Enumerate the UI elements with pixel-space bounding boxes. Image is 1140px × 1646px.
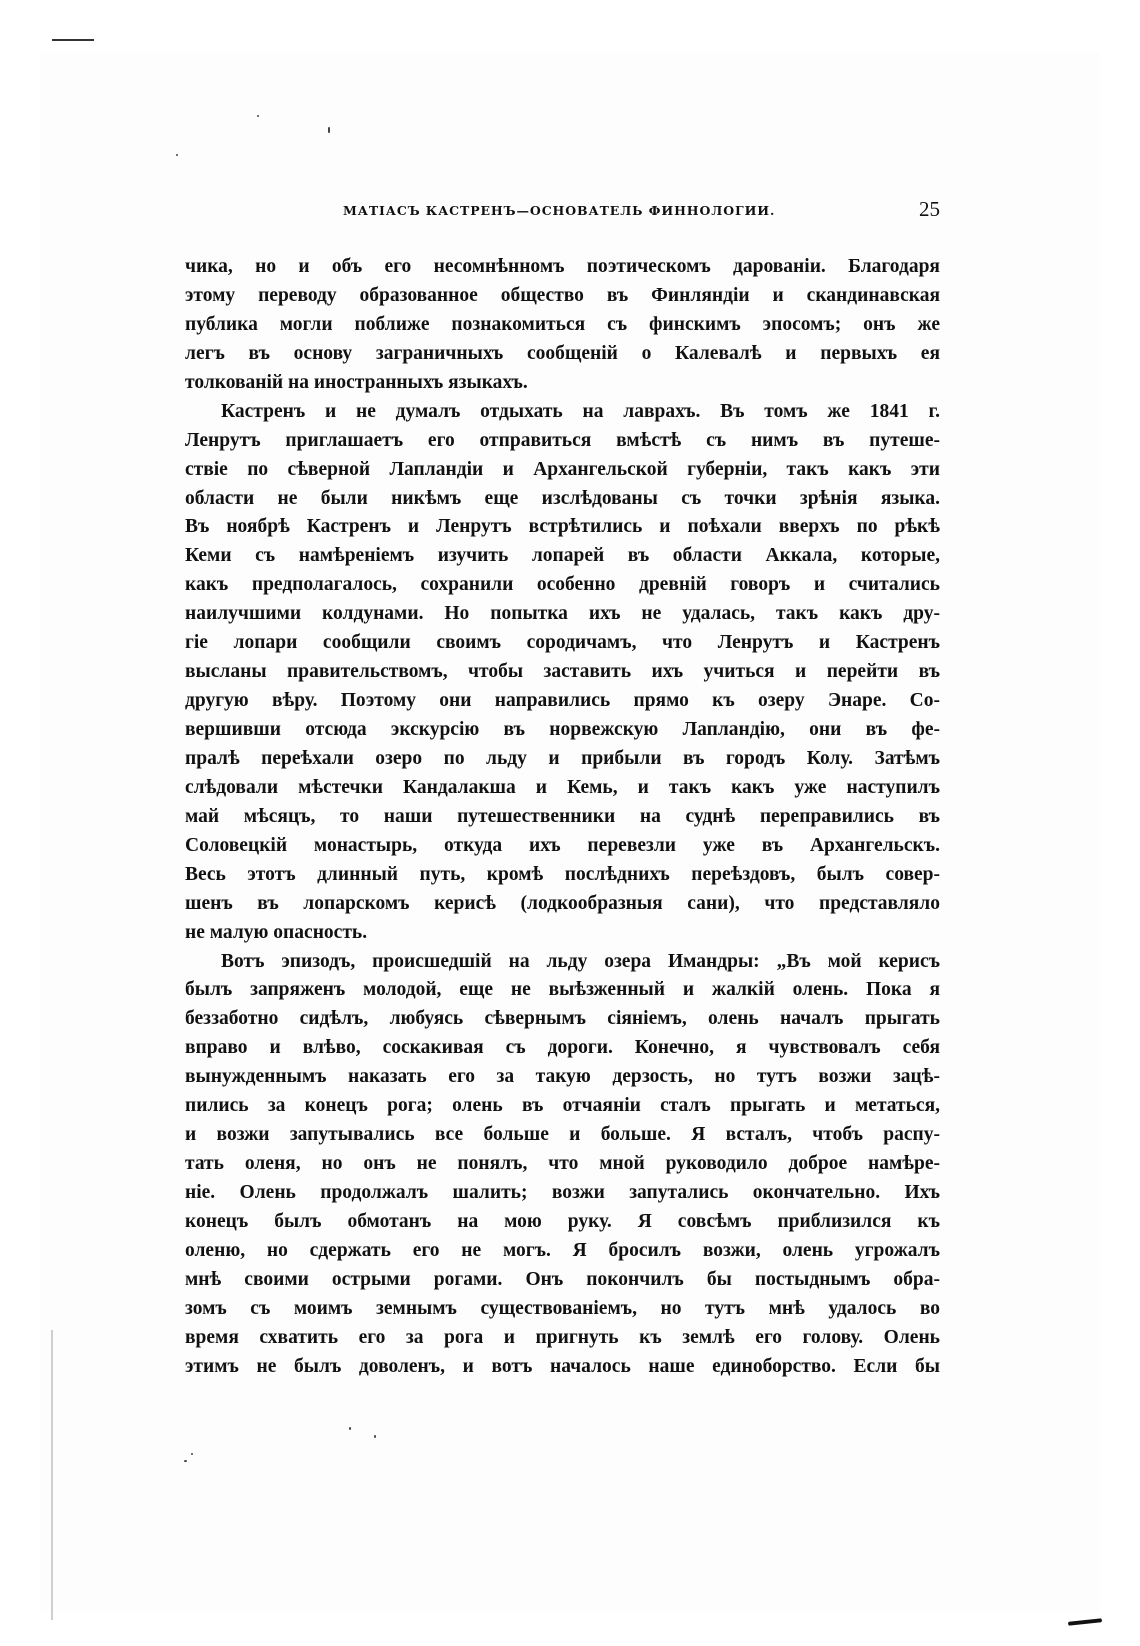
text-line: май мѣсяцъ, то наши путешественники на суднѣ переправились въ bbox=[185, 805, 940, 827]
scan-speck bbox=[349, 1427, 351, 1430]
text-line: этому переводу образованное общество въ Финляндіи и скандинавская bbox=[185, 284, 940, 306]
text-line: чика, но и объ его несомнѣнномъ поэтическомъ дарованіи. Благодаря bbox=[185, 256, 940, 277]
text-line: гіе лопари сообщили своимъ сородичамъ, что Ленрутъ и Кастренъ bbox=[185, 632, 940, 654]
running-head bbox=[185, 199, 940, 225]
scan-speck bbox=[184, 1460, 187, 1462]
text-line: Весь этотъ длинный путь, кромѣ послѣднихъ переѣздовъ, былъ совер- bbox=[185, 863, 940, 885]
running-title: МАТІАСЪ КАСТРЕНЪ—ОСНОВАТЕЛЬ ФИННОЛОГИИ. bbox=[343, 203, 776, 218]
text-line: шенъ въ лопарскомъ керисѣ (лодкообразныя сани), что представляло bbox=[185, 892, 940, 914]
text-line: Кастренъ и не думалъ отдыхать на лаврахъ. Въ томъ же 1841 г. bbox=[221, 400, 940, 422]
text-line: вынужденнымъ наказать его за такую дерзость, но тутъ возжи зацѣ- bbox=[185, 1066, 940, 1088]
text-line: какъ предполагалось, сохранили особенно древній говоръ и считались bbox=[185, 574, 940, 596]
text-line: вершивши отсюда экскурсію въ норвежскую Лапландію, они въ фе- bbox=[185, 719, 940, 740]
text-line: толкованій на иностранныхъ языкахъ. bbox=[185, 371, 528, 393]
text-line: ствіе по сѣверной Лапландіи и Архангельской губерніи, такъ какъ эти bbox=[185, 458, 940, 480]
text-line: былъ запряженъ молодой, еще не выѣзженный и жалкій олень. Пока я bbox=[185, 979, 940, 1001]
text-line: наилучшими колдунами. Но попытка ихъ не удалась, такъ какъ дру- bbox=[185, 603, 940, 625]
text-line: Кеми съ намѣреніемъ изучить лопарей въ области Аккала, которые, bbox=[185, 545, 940, 567]
text-line: оленю, но сдержать его не могъ. Я бросилъ возжи, олень угрожалъ bbox=[185, 1239, 940, 1261]
text-line: не малую опасность. bbox=[185, 921, 368, 943]
text-line: другую вѣру. Поэтому они направились прямо къ озеру Энаре. Со- bbox=[185, 690, 940, 712]
scan-speck bbox=[176, 154, 178, 156]
text-line: слѣдовали мѣстечки Кандалакша и Кемь, и такъ какъ уже наступилъ bbox=[185, 776, 940, 798]
text-line: зомъ съ моимъ земнымъ существованіемъ, но тутъ мнѣ удалось во bbox=[185, 1297, 940, 1319]
text-line: конецъ былъ обмотанъ на мою руку. Я совсѣмъ приблизился къ bbox=[185, 1210, 940, 1232]
text-line: легъ въ основу заграничныхъ сообщеній о Калевалѣ и первыхъ ея bbox=[185, 342, 940, 364]
scan-speck bbox=[328, 127, 330, 133]
text-line: пралѣ переѣхали озеро по льду и прибыли въ городъ Колу. Затѣмъ bbox=[185, 747, 940, 769]
text-line: Соловецкій монастырь, откуда ихъ перевезли уже въ Архангельскъ. bbox=[185, 834, 940, 856]
text-line: области не были никѣмъ еще изслѣдованы съ точки зрѣнія языка. bbox=[185, 487, 940, 509]
body-text bbox=[185, 253, 940, 1382]
text-line: вправо и влѣво, соскакивая съ дороги. Конечно, я чувствовалъ себя bbox=[185, 1037, 940, 1059]
scan-speck bbox=[257, 115, 259, 117]
text-line: время схватить его за рога и пригнуть къ землѣ его голову. Олень bbox=[185, 1326, 940, 1348]
page-number: 25 bbox=[919, 197, 940, 221]
scan-corner-mark bbox=[1068, 1618, 1102, 1626]
text-line: и возжи запутывались все больше и больше. Я всталъ, чтобъ распу- bbox=[185, 1124, 940, 1146]
text-line: высланы правительствомъ, чтобы заставить ихъ учиться и перейти въ bbox=[185, 661, 940, 683]
text-line: публика могли поближе познакомиться съ финскимъ эпосомъ; онъ же bbox=[185, 313, 940, 335]
scan-speck bbox=[191, 1453, 193, 1455]
text-line: ніе. Олень продолжалъ шалить; возжи запутались окончательно. Ихъ bbox=[185, 1182, 940, 1203]
scan-speck bbox=[374, 1435, 376, 1438]
text-line: беззаботно сидѣлъ, любуясь сѣвернымъ сіяніемъ, олень началъ прыгать bbox=[185, 1008, 940, 1030]
scan-margin-line bbox=[51, 1330, 53, 1620]
text-line: мнѣ своими острыми рогами. Онъ покончилъ бы постыднымъ обра- bbox=[185, 1268, 940, 1290]
text-line: Вотъ эпизодъ, происшедшій на льду озера Имандры: „Въ мой керисъ bbox=[221, 950, 940, 972]
text-line: тать оленя, но онъ не понялъ, что мной руководило доброе намѣре- bbox=[185, 1153, 940, 1175]
text-line: Ленрутъ приглашаетъ его отправиться вмѣстѣ съ нимъ въ путеше- bbox=[185, 429, 940, 451]
text-line: Въ ноябрѣ Кастренъ и Ленрутъ встрѣтились и поѣхали вверхъ по рѣкѣ bbox=[185, 516, 940, 538]
scan-edge-mark bbox=[52, 39, 94, 41]
text-line: этимъ не былъ доволенъ, и вотъ началось наше единоборство. Если бы bbox=[185, 1355, 940, 1377]
text-line: пились за конецъ рога; олень въ отчаяніи сталъ прыгать и метаться, bbox=[185, 1095, 940, 1117]
